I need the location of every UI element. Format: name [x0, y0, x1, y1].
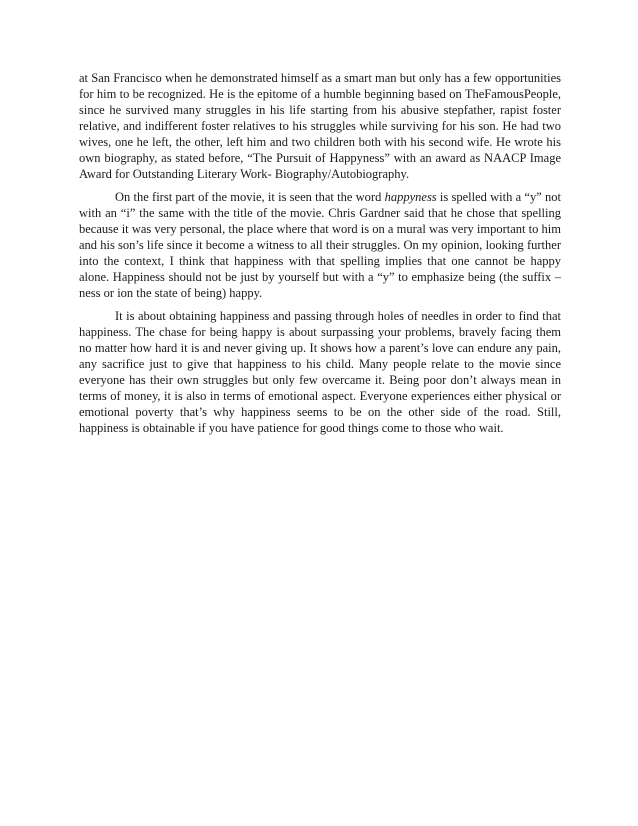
paragraph-1: [79, 70, 561, 182]
paragraph-3-text: It is about obtaining happiness and passing through holes of needles in order to find that happiness. The chase for being happy is about surpassing your problems, bravely facing them no matter how hard it is and never giving up. It shows how a parent’s love can endure any pain, any sacrifice just to give that happiness to his child. Many people relate to the movie since everyone has their own struggles but only few overcame it. Being poor don’t always mean in terms of money, it is also in terms of emotional aspect. Everyone experiences either physical or emotional poverty that’s why happiness seems to be on the other side of the road. Still, happiness is obtainable if you have patience for good things come to those who wait.: [79, 309, 561, 435]
document-body: [79, 70, 561, 443]
paragraph-1-text: at San Francisco when he demonstrated himself as a smart man but only has a few opportunities for him to be recognized. He is the epitome of a humble beginning based on TheFamousPeople, since he survived many struggles in his life starting from his abusive stepfather, rapist foster relative, and indifferent foster relatives to his struggles while surviving for his son. He had two wives, one he left, the other, left him and two children both with his second wife. He wrote his own biography, as stated before, “The Pursuit of Happyness” with an award as NAACP Image Award for Outstanding Literary Work- Biography/Autobiography.: [79, 71, 561, 181]
paragraph-2: [79, 189, 561, 301]
paragraph-2-text-start: On the first part of the movie, it is seen that the word: [115, 190, 385, 204]
paragraph-2-text-end: is spelled with a “y” not with an “i” the same with the title of the movie. Chris Gardner said that he chose that spelling because it was very personal, the place where that word is on a mural was very important to him and his son’s life since it become a witness to all their struggles. On my opinion, looking further into the context, I think that happiness with that spelling implies that one cannot be happy alone. Happiness should not be just by yourself but with a “y” to emphasize being (the suffix –ness or ion the state of being) happy.: [79, 190, 561, 300]
paragraph-2-italic-word: happyness: [384, 190, 437, 204]
paragraph-3: [79, 308, 561, 436]
